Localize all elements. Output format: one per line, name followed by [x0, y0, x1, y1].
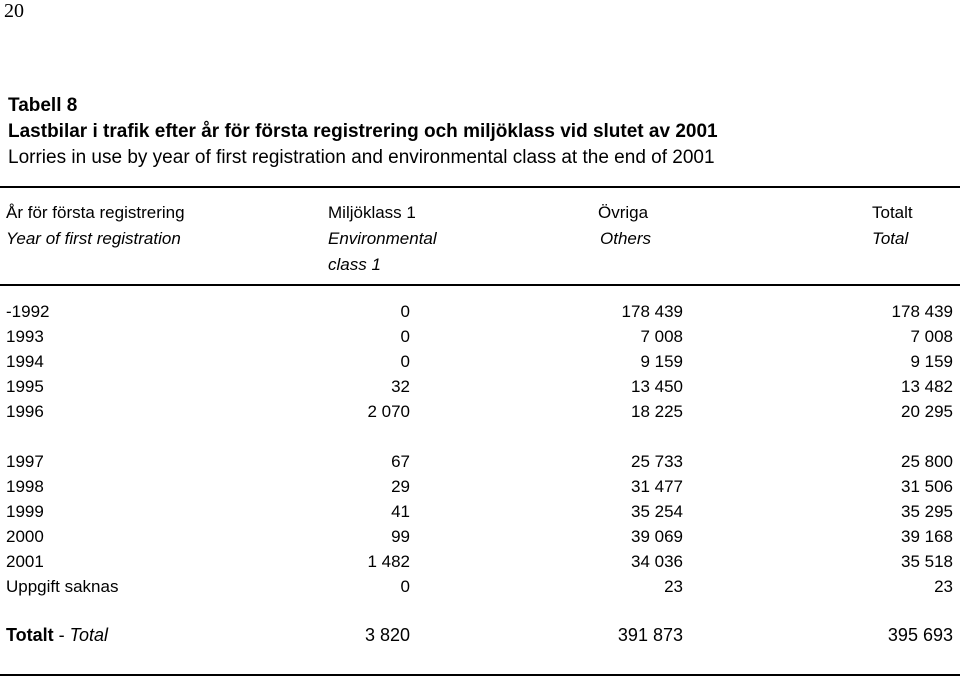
page-number: 20	[4, 0, 24, 22]
cell-year: 2000	[6, 527, 44, 546]
total-envclass1: 3 820	[364, 625, 410, 645]
cell-total: 178 439	[891, 302, 953, 321]
cell-envclass1: 29	[391, 477, 410, 496]
cell-year: Uppgift saknas	[6, 577, 119, 596]
table-row	[0, 450, 960, 474]
header-envclass-en-line2: class 1	[328, 255, 381, 274]
cell-envclass1: 41	[391, 502, 410, 521]
cell-year: 2001	[6, 552, 44, 571]
title-swedish: Lastbilar i trafik efter år för första registrering och miljöklass vid slutet av 2001	[8, 121, 718, 142]
cell-others: 18 225	[631, 402, 683, 421]
cell-envclass1: 67	[391, 452, 410, 471]
cell-others: 39 069	[631, 527, 683, 546]
cell-others: 178 439	[621, 302, 683, 321]
cell-others: 23	[664, 577, 683, 596]
cell-year: -1992	[6, 302, 50, 321]
cell-envclass1: 0	[400, 577, 410, 596]
cell-total: 23	[934, 577, 953, 596]
cell-total: 7 008	[910, 327, 953, 346]
table-row	[0, 300, 960, 324]
cell-others: 13 450	[631, 377, 683, 396]
cell-year: 1993	[6, 327, 44, 346]
cell-total: 20 295	[901, 402, 953, 421]
cell-total: 9 159	[910, 352, 953, 371]
cell-envclass1: 99	[391, 527, 410, 546]
table-row	[0, 500, 960, 524]
title-english: Lorries in use by year of first registration and environmental class at the end of 2001	[8, 147, 715, 168]
header-total-sv: Totalt	[872, 203, 913, 222]
table-row	[0, 325, 960, 349]
cell-envclass1: 32	[391, 377, 410, 396]
cell-total: 35 518	[901, 552, 953, 571]
cell-envclass1: 1 482	[367, 552, 410, 571]
header-envclass-en: Environmental	[328, 229, 437, 248]
total-label-en: Total	[69, 625, 109, 645]
cell-total: 39 168	[901, 527, 953, 546]
header-others-sv: Övriga	[598, 203, 649, 222]
top-rule	[0, 186, 960, 188]
cell-others: 25 733	[631, 452, 683, 471]
cell-year: 1998	[6, 477, 44, 496]
table-row	[0, 375, 960, 399]
table-row	[0, 400, 960, 424]
table-row	[0, 350, 960, 374]
cell-total: 13 482	[901, 377, 953, 396]
header-year-sv: År för första registrering	[6, 203, 185, 222]
cell-envclass1: 2 070	[367, 402, 410, 421]
cell-year: 1999	[6, 502, 44, 521]
header-total-en: Total	[872, 229, 909, 248]
cell-others: 7 008	[640, 327, 683, 346]
bottom-rule	[0, 674, 960, 676]
cell-others: 31 477	[631, 477, 683, 496]
table-title-block	[8, 93, 948, 171]
table-row	[0, 550, 960, 574]
header-year-en: Year of first registration	[6, 229, 181, 248]
cell-envclass1: 0	[400, 352, 410, 371]
cell-others: 34 036	[631, 552, 683, 571]
total-total: 395 693	[887, 625, 953, 645]
cell-total: 25 800	[901, 452, 953, 471]
cell-envclass1: 0	[400, 302, 410, 321]
cell-total: 35 295	[901, 502, 953, 521]
cell-total: 31 506	[901, 477, 953, 496]
total-label	[6, 623, 108, 647]
total-label-sv: Totalt	[6, 625, 54, 645]
total-others: 391 873	[617, 625, 683, 645]
table-row	[0, 575, 960, 599]
table-label: Tabell 8	[8, 95, 78, 116]
total-label-separator: -	[53, 625, 70, 645]
header-rule	[0, 284, 960, 286]
header-others-en: Others	[600, 229, 652, 248]
table-row	[0, 475, 960, 499]
cell-year: 1995	[6, 377, 44, 396]
cell-others: 35 254	[631, 502, 683, 521]
cell-year: 1996	[6, 402, 44, 421]
cell-year: 1997	[6, 452, 44, 471]
cell-envclass1: 0	[400, 327, 410, 346]
table-row	[0, 525, 960, 549]
cell-others: 9 159	[640, 352, 683, 371]
total-row	[0, 623, 960, 647]
cell-year: 1994	[6, 352, 44, 371]
header-envclass-sv: Miljöklass 1	[328, 203, 416, 222]
